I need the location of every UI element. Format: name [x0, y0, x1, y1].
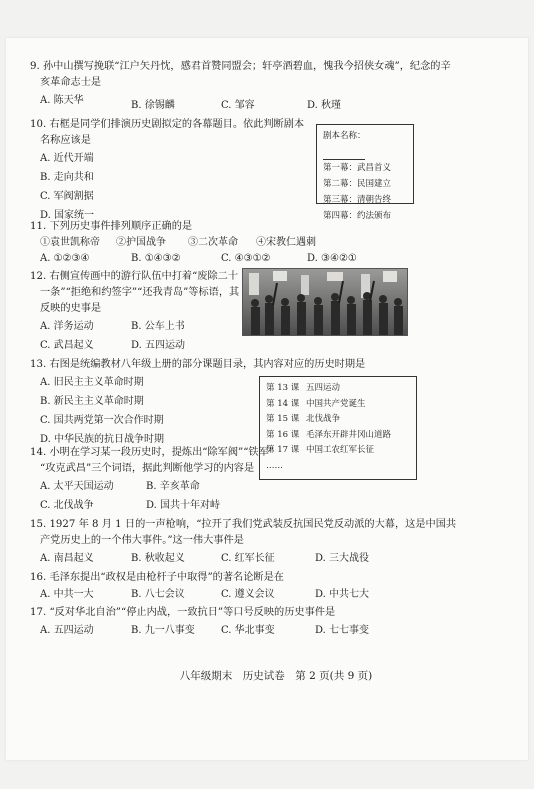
q14-option-b: B. 辛亥革命 [146, 481, 200, 492]
q10-stem-line1: 10. 右框是同学们排演历史剧拟定的各幕题目。依此判断剧本 [30, 119, 305, 130]
exam-page [6, 38, 528, 760]
q11-event-4: ④宋教仁遇刺 [256, 237, 316, 248]
q13-stem: 13. 右图是统编教材八年级上册的部分课题目录，其内容对应的历史时期是 [30, 359, 366, 370]
q12-stem-line3: 反映的史事是 [40, 303, 102, 314]
q12-stem-line1: 12. 右侧宣传画中的游行队伍中打着“废除二十 [30, 271, 239, 282]
q14-option-d: D. 国共十年对峙 [146, 500, 221, 511]
q11-option-b: B. ①④③② [131, 253, 181, 264]
toc-title: 毛泽东开辟井冈山道路 [306, 429, 392, 440]
toc-more: …… [266, 460, 283, 471]
toc-row [266, 381, 410, 397]
q9-option-b: B. 徐锡麟 [131, 100, 175, 111]
protest-photo-image [243, 269, 407, 335]
q11-option-d: D. ③④②① [307, 253, 357, 264]
q17-stem: 17. “反对华北自治”“停止内战，一致抗日”等口号反映的历史事件是 [30, 607, 336, 618]
q17-option-c: C. 华北事变 [221, 625, 275, 636]
script-title-box [316, 124, 414, 221]
q11-event-1: ①袁世凯称帝 [40, 237, 100, 248]
q17-option-a: A. 五四运动 [40, 625, 94, 636]
q15-option-c: C. 红军长征 [221, 553, 275, 564]
q9-option-c: C. 邹容 [221, 100, 255, 111]
script-title-label: 剧本名称： [323, 131, 366, 141]
q10-stem-line2: 名称应该是 [40, 135, 91, 146]
q10-option-a: A. 近代开端 [40, 153, 94, 164]
q10-option-b: B. 走向共和 [40, 172, 94, 183]
script-act-2: 第二幕：民国建立 [323, 179, 392, 189]
q12-stem-line2: 一条”“拒绝和约签字”“还我青岛”等标语，其 [40, 287, 240, 298]
q16-option-d: D. 中共七大 [315, 589, 370, 600]
script-act-1: 第一幕：武昌首义 [323, 163, 392, 173]
toc-title: 五四运动 [306, 383, 341, 393]
toc-lesson: 第 17 课 [266, 445, 300, 455]
toc-row [266, 428, 410, 444]
protest-photo [242, 268, 408, 336]
q10-option-d: D. 国家统一 [40, 210, 95, 221]
q11-stem: 11. 下列历史事件排列顺序正确的是 [30, 221, 193, 232]
q17-option-d: D. 七七事变 [315, 625, 370, 636]
q11-event-3: ③二次革命 [188, 237, 238, 248]
script-act-4: 第四幕：约法颁布 [323, 211, 392, 221]
script-title-row [323, 128, 407, 160]
q14-stem-line1: 14. 小明在学习某一段历史时，提炼出“除军阀”“铁军” [30, 447, 275, 458]
page-footer: 八年级期末 历史试卷 第 2 页(共 9 页) [179, 670, 373, 682]
toc-row [266, 412, 410, 428]
toc-lesson: 第 16 课 [266, 429, 300, 440]
q17-option-b: B. 九一八事变 [131, 625, 195, 636]
q12-option-a: A. 洋务运动 [40, 321, 94, 332]
q9-option-a: A. 陈天华 [40, 95, 84, 106]
q16-option-a: A. 中共一大 [40, 589, 94, 600]
q9-option-d: D. 秋瑾 [307, 100, 342, 111]
q10-option-c: C. 军阀割据 [40, 191, 94, 202]
q11-event-2: ②护国战争 [116, 237, 166, 248]
q14-option-c: C. 北伐战争 [40, 500, 94, 511]
q16-option-c: C. 遵义会议 [221, 589, 275, 600]
q12-option-c: C. 武昌起义 [40, 340, 94, 351]
toc-lesson: 第 14 课 [266, 398, 300, 409]
toc-title: 北伐战争 [306, 414, 341, 424]
q13-option-a: A. 旧民主主义革命时期 [40, 377, 144, 388]
q14-option-a: A. 太平天国运动 [40, 481, 114, 492]
q16-option-b: B. 八七会议 [131, 589, 185, 600]
q13-option-d: D. 中华民族的抗日战争时期 [40, 434, 165, 445]
q15-stem-line2: 产党历史上的一个伟大事件。”这一伟大事件是 [40, 535, 244, 546]
q13-option-b: B. 新民主主义革命时期 [40, 396, 144, 407]
lesson-toc-box [259, 376, 417, 480]
q12-option-d: D. 五四运动 [131, 340, 186, 351]
toc-title: 中国共产党诞生 [306, 398, 366, 409]
toc-lesson: 第 15 课 [266, 414, 300, 424]
q15-option-b: B. 秋收起义 [131, 553, 185, 564]
q12-option-b: B. 公车上书 [131, 321, 185, 332]
q9-stem-line2: 亥革命志士是 [40, 77, 102, 88]
toc-row [266, 397, 410, 413]
q15-stem-line1: 15. 1927 年 8 月 1 日的一声枪响，“拉开了我们党武装反抗国民党反动派的大幕，这是中国共 [30, 519, 457, 530]
toc-lesson: 第 13 课 [266, 383, 300, 393]
q14-stem-line2: “攻克武昌”三个词语，据此判断他学习的内容是 [40, 463, 255, 474]
q15-option-a: A. 南昌起义 [40, 553, 94, 564]
q13-option-c: C. 国共两党第一次合作时期 [40, 415, 164, 426]
toc-row [266, 443, 410, 459]
toc-title: 中国工农红军长征 [306, 445, 375, 455]
q9-stem-line1: 9. 孙中山撰写挽联“江户矢丹忱，感君首赞同盟会；轩亭酒碧血，愧我今招侠女魂”，纪念的辛 [30, 61, 451, 72]
q16-stem: 16. 毛泽东提出“政权是由枪杆子中取得”的著名论断是在 [30, 572, 284, 583]
script-act-3: 第三幕：清朝告终 [323, 195, 392, 205]
q11-option-a: A. ①②③④ [40, 253, 90, 264]
script-title-blank [323, 150, 365, 160]
q15-option-d: D. 三大战役 [315, 553, 370, 564]
q11-option-c: C. ④③①② [221, 253, 271, 264]
